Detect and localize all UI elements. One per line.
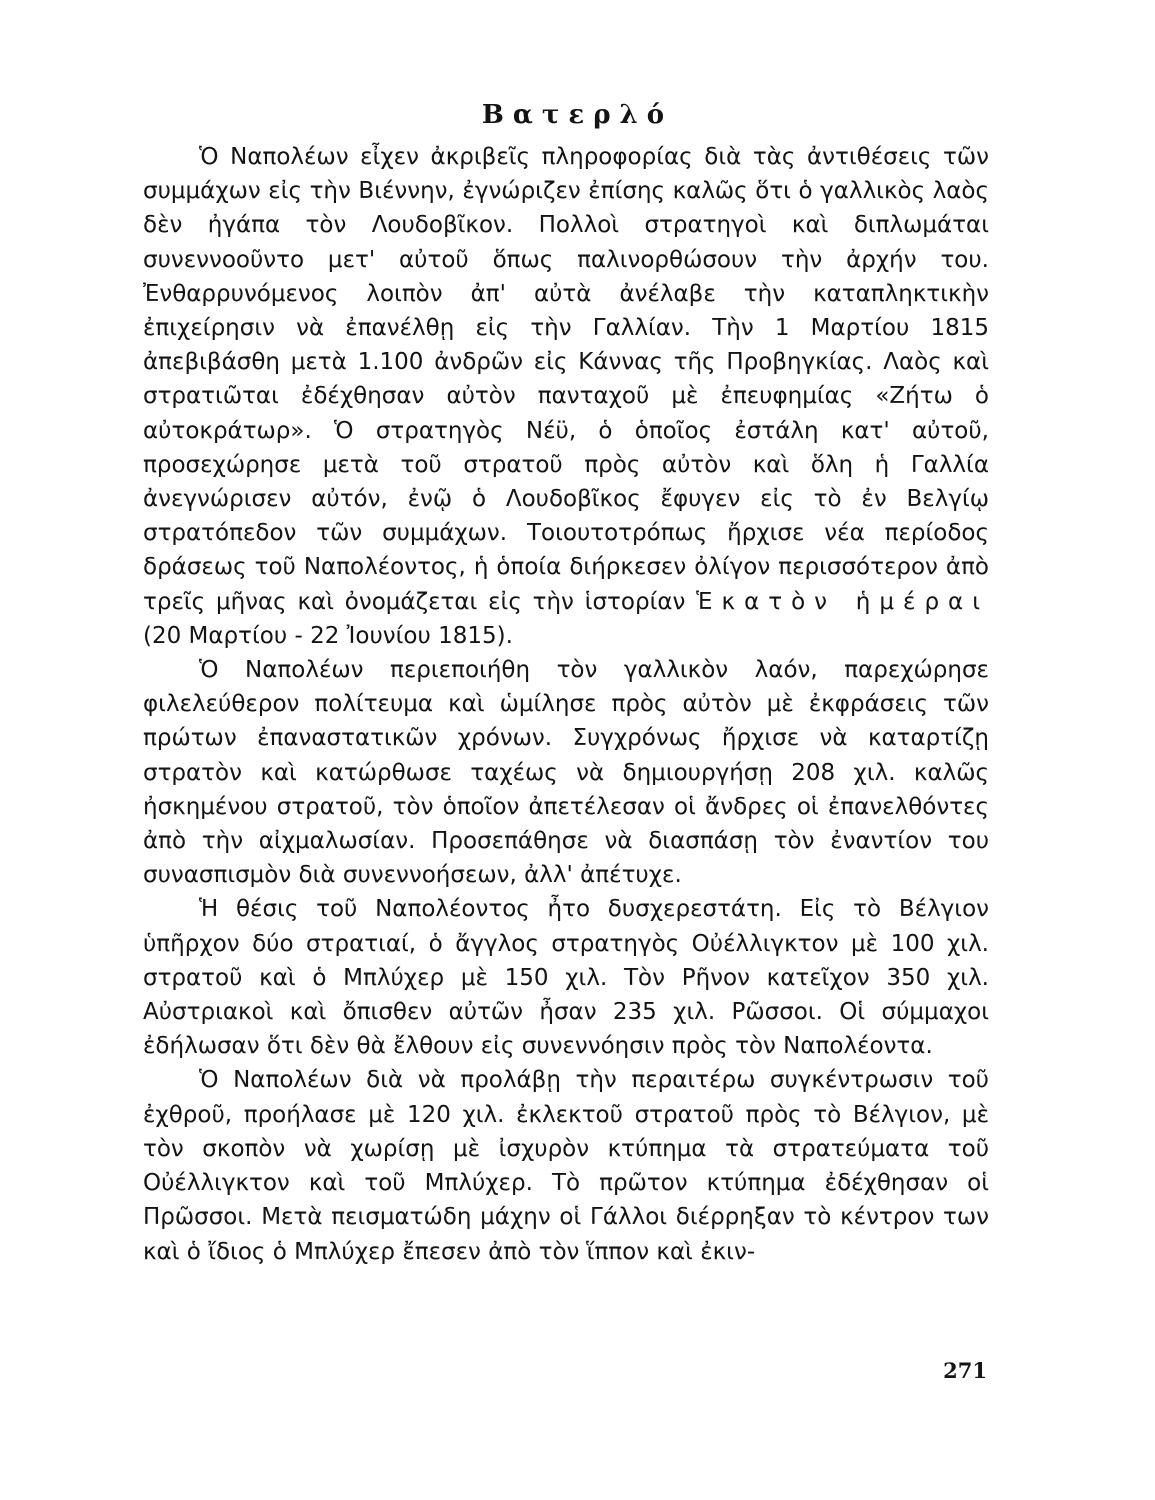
paragraph-text: Ὁ Ναπολέων εἶχεν ἀκριβεῖς πληροφορίας διὰ τὰς ἀντιθέσεις τῶν συμμάχων εἰς τὴν Βιέννην, ἐγνώριζεν ἐπίσης καλῶς ὅτι ὁ γαλλικὸς λαὸς δὲν ἠγάπα τὸν Λουδοβῖκον. Πολλοὶ στρατηγοὶ καὶ διπλωμάται συνεννοοῦντο μετ' αὐτοῦ ὅπως παλινορθώσουν τὴν ἀρχήν του. Ἐνθαρρυνόμενος λοιπὸν ἀπ' αὐτὰ ἀνέλαβε τὴν καταπληκτικὴν ἐπιχείρησιν νὰ ἐπανέλθῃ εἰς τὴν Γαλλίαν. Τὴν 1 Μαρτίου 1815 ἀπεβιβάσθη μετὰ 1.100 ἀνδρῶν εἰς Κάννας τῆς Προβηγκίας. Λαὸς καὶ στρατιῶται ἐδέχθησαν αὐτὸν πανταχοῦ μὲ ἐπευφημίας «Ζήτω ὁ αὐτοκράτωρ». Ὁ στρατηγὸς Νέϋ, ὁ ὁποῖος ἐστάλη κατ' αὐτοῦ, προσεχώρησε μετὰ τοῦ στρατοῦ πρὸς αὐτὸν καὶ ὅλη ἡ Γαλλία ἀνεγνώρισεν αὐτόν, ἐνῷ ὁ Λουδοβῖκος ἔφυγεν εἰς τὸ ἐν Βελγίῳ στρατόπεδον τῶν συμμάχων. Τοιουτοτρόπως ἤρχισε νέα περίοδος δράσεως τοῦ Ναπολέοντος, ἡ ὁποία διήρκεσεν ὀλίγον περισσότερον ἀπὸ τρεῖς μῆνας καὶ ὀνομάζεται εἰς τὴν ἱστορίαν [143, 144, 989, 615]
paragraph-hundred-days [143, 140, 989, 653]
emphasized-term: Ἑκατὸν ἡμέραι [696, 588, 989, 615]
body-text [143, 140, 989, 1269]
paragraph-belgium-campaign: Ὁ Ναπολέων διὰ νὰ προλάβῃ τὴν περαιτέρω συγκέντρωσιν τοῦ ἐχθροῦ, προήλασε μὲ 120 χιλ. ἐκλεκτοῦ στρατοῦ πρὸς τὸ Βέλγιον, μὲ τὸν σκοπὸν νὰ χωρίσῃ μὲ ἰσχυρὸν κτύπημα τὰ στρατεύματα τοῦ Οὐέλλιγκτον καὶ τοῦ Μπλύχερ. Τὸ πρῶτον κτύπημα ἐδέχθησαν οἱ Πρῶσσοι. Μετὰ πεισματώδη μάχην οἱ Γάλλοι διέρρηξαν τὸ κέντρον των καὶ ὁ ἴδιος ὁ Μπλύχερ ἔπεσεν ἀπὸ τὸν ἵππον καὶ ἐκιν- [143, 1067, 989, 1265]
paragraph-strategic-position: Ἡ θέσις τοῦ Ναπολέοντος ἦτο δυσχερεστάτη. Εἰς τὸ Βέλγιον ὑπῆρχον δύο στρατιαί, ὁ ἄγγλος στρατηγὸς Οὐέλλιγκτον μὲ 100 χιλ. στρατοῦ καὶ ὁ Μπλύχερ μὲ 150 χιλ. Τὸν Ρῆνον κατεῖχον 350 χιλ. Αὐστριακοὶ καὶ ὄπισθεν αὐτῶν ἦσαν 235 χιλ. Ρῶσσοι. Οἱ σύμμαχοι ἐδήλωσαν ὅτι δὲν θὰ ἔλθουν εἰς συνεννόησιν πρὸς τὸν Ναπολέοντα. [143, 896, 989, 1060]
paragraph-napoleon-policy: Ὁ Ναπολέων περιεποιήθη τὸν γαλλικὸν λαόν, παρεχώρησε φιλελεύθερον πολίτευμα καὶ ὡμίλησε πρὸς αὐτὸν μὲ ἐκφράσεις τῶν πρώτων ἐπαναστατικῶν χρόνων. Συγχρόνως ἤρχισε νὰ καταρτίζῃ στρατὸν καὶ κατώρθωσε ταχέως νὰ δημιουργήσῃ 208 χιλ. καλῶς ἠσκημένου στρατοῦ, τὸν ὁποῖον ἀπετέλεσαν οἱ ἄνδρες οἱ ἐπανελθόντες ἀπὸ τὴν αἰχμαλωσίαν. Προσεπάθησε νὰ διασπάσῃ τὸν ἐναντίον του συνασπισμὸν διὰ συνεννοήσεων, ἀλλ' ἀπέτυχε. [143, 657, 989, 889]
paragraph-text: (20 Μαρτίου - 22 Ἰουνίου 1815). [143, 622, 513, 649]
page-number: 271 [943, 1358, 987, 1383]
page-title: Βατερλό [481, 100, 674, 131]
